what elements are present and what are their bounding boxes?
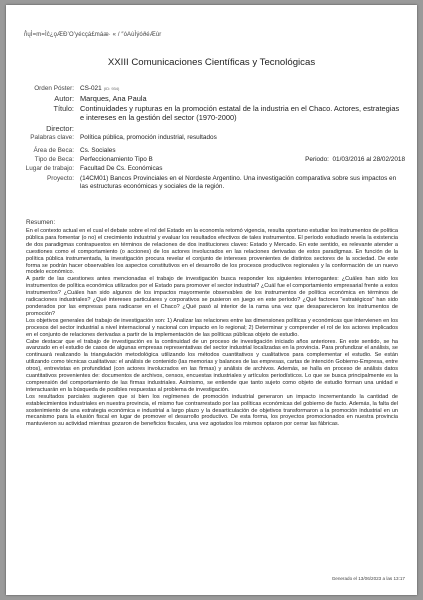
lugar-label: Lugar de trabajo: — [25, 165, 74, 173]
metadata-block — [20, 85, 405, 192]
lugar-row — [20, 165, 405, 173]
resumen-paragraph-5: Los resultados parciales sugieren que si bien los regímenes de promoción industrial generaron un impacto incrementando la cantidad de establecimientos industriales en nuestra provincia, el mismo fue contrarrestado por las políticas económicas del gobierno de facto. Además, la falta del sostenimiento de una estrategia económica e industrial a largo plazo y la desarticulación de objetivos transformaron a la promoción industrial en un mecanismo para la elusión fiscal en lugar de promover el desarrollo productivo. De esta forma, los proyectos promocionados en nuestra provincia mantuvieron su actividad mientras gozaron de beneficios fiscales, una vez agotados los mismos optaron por cerrar las fábricas. — [26, 393, 398, 428]
titulo-label: Título: — [53, 104, 74, 114]
document-page — [6, 5, 417, 595]
autor-label: Autor: — [54, 94, 74, 104]
director-label: Director: — [46, 123, 74, 133]
resumen-paragraph-1: En el contexto actual en el cual el debate sobre el rol del Estado en la economía retomó vigencia, resulta oportuno estudiar los instrumentos de política pública para fomentar (o no) el crecimiento industrial y evaluar los resultados efectivos de tales instrumentos. El período estudiado revela la existencia de dos paradigmas contrapuestos en términos de relaciones de dos instituciones claves: Estado y Mercado. En este sentido, es relevante atender a cuestiones como el comportamiento (o acciones) de los actores involucrados en las relaciones derivadas de estos paradigmas. En función de la política pública instrumentada, la investigación procura revelar el conjunto de intereses provenientes de distintos sectores de la sociedad. De este forma se podrán hacer observables los aspectos constitutivos en el desarrollo de los procesos productivos regionales y la conformación de un nuevo modelo económico. — [26, 228, 398, 276]
tipo-row — [20, 156, 405, 164]
palabras-row — [20, 134, 405, 142]
encoded-header-line: ñ́ųÌ=m=Ìĉ¿ǫÆÐ’Oʻyécçá£máæ· « / ″óAùÌýóðéÆùr — [24, 32, 162, 38]
orden-code: (ID: 934) — [103, 86, 120, 91]
director-row — [20, 124, 405, 133]
resumen-label: Resumen: — [26, 219, 56, 226]
orden-value: CS-021 — [80, 85, 102, 92]
resumen-body — [26, 228, 398, 428]
area-label: Área de Beca: — [33, 146, 74, 154]
orden-label: Orden Póster: — [34, 85, 74, 92]
director-value — [80, 124, 405, 133]
palabras-value: Política pública, promoción industrial, resultados — [80, 133, 217, 141]
proyecto-row — [20, 175, 405, 191]
area-row — [20, 147, 405, 155]
tipo-value: Perfeccionamiento Tipo B — [80, 156, 153, 164]
conference-title: XXIII Comunicaciones Científicas y Tecnológicas — [107, 57, 316, 68]
periodo-value: 01/03/2016 al 28/02/2018 — [332, 156, 405, 164]
autor-row — [20, 94, 405, 103]
autor-value: Marques, Ana Paula — [80, 94, 147, 104]
resumen-paragraph-4: Cabe destacar que el trabajo de investigación es la continuidad de un proceso de investigación iniciado años anteriores. En este sentido, se ha avanzado en el estudio de casos de algunas empresas representativas del sector industrial localizadas en la provincia. Para profundizar el análisis, se continuará realizando la triangulación metodológica utilizando los métodos cuantitativos y cualitativos para complementar el estudio. Se están utilizando como técnicas cualitativas: el análisis de contenido (las memorias y balances de las empresas, cartas de intención Gobierno-Empresa, entre otros), entrevistas en profundidad (con actores involucrados en las firmas) y análisis de archivos. Además, se halla en proceso de análisis datos cuantitativos provenientes de: documentos de archivos, censos, encuestas industriales y artículos periodísticos. Lo que se busca principalmente es la comprensión del comportamiento de las firmas industriales. Asimismo, se entiende que tanto sujeto como objeto de estudio forman una unidad e interactuarán en la búsqueda de posibles respuestas al problema de investigación. — [26, 338, 398, 393]
palabras-label: Palabras clave: — [30, 133, 74, 141]
proyecto-value: (14CM01) Bancos Provinciales en el Nordeste Argentino. Una investigación comparativa sobre sus impactos en las estructuras económicas y sociales de la región. — [80, 174, 397, 190]
area-value: Cs. Sociales — [80, 146, 116, 154]
proyecto-label: Proyecto: — [47, 174, 74, 182]
periodo-label: Periodo: — [305, 156, 329, 164]
generated-footer: Generado el 13/06/2023 a las 13:17 — [331, 576, 405, 581]
lugar-value: Facultad De Cs. Económicas — [80, 165, 163, 173]
resumen-paragraph-2: A partir de las cuestiones antes mencionadas el trabajo de investigación busca responder los siguientes interrogantes: ¿Cuáles han sido los instrumentos de política económica utilizados por el Estado para promover el sector industrial? ¿Cuál fue el comportamiento empresarial frente a estos instrumentos? ¿Cuáles han sido algunos de los impactos mayormente observables de los instrumentos de política económica en términos de radicaciones industriales? ¿Qué intereses particulares y corporativos se pusieron en juego en este período? ¿Qué factores “estratégicos” han sido ponderados por las empresas para radicarse en el Chaco? ¿Qué pasó al interior de la rama una vez que desaparecieron los instrumentos de promoción? — [26, 276, 398, 317]
titulo-value: Continuidades y rupturas en la promoción estatal de la industria en el Chaco. Actores, estrategias e intereses en la gestión del sector (1970-2000) — [80, 104, 400, 123]
resumen-paragraph-3: Los objetivos generales del trabajo de investigación son: 1) Analizar las relaciones entre las dimensiones políticas y económicas que intervienen en los procesos del sector industrial a nivel internacional y nacional con impacto en lo regional; 2) Determinar y comprender el rol de los actores implicados en el conjunto de relaciones derivadas a partir de la implementación de las políticas públicas objeto de estudio. — [26, 317, 398, 338]
titulo-row — [20, 104, 405, 122]
tipo-label: Tipo de Beca: — [34, 156, 74, 164]
orden-row — [20, 85, 405, 93]
